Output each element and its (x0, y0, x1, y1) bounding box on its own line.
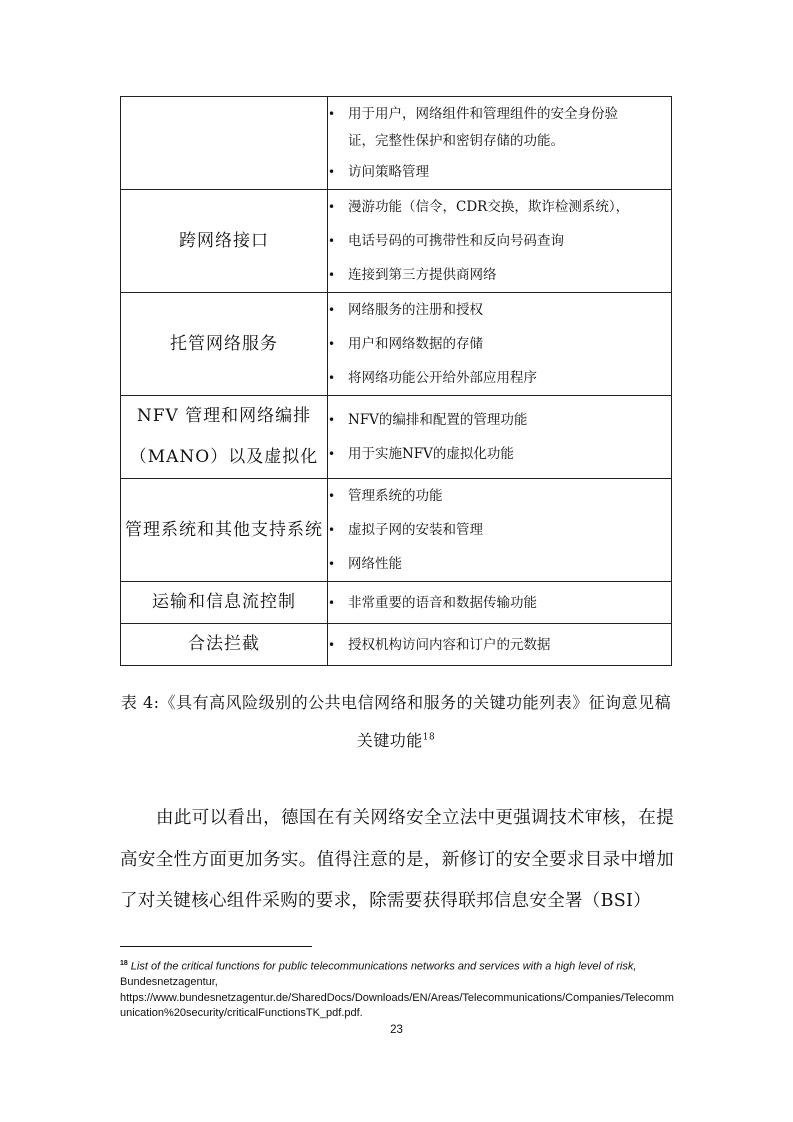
footnote-separator (120, 946, 312, 947)
body-paragraph: 由此可以看出，德国在有关网络安全立法中更强调技术审核，在提高安全性方面更加务实。值得注意的是，新修订的安全要求目录中增加了对关键核心组件采购的要求，除需要获得联邦信息安全署（BSI） (120, 808, 674, 911)
table-row (121, 293, 672, 396)
row-category: NFV 管理和网络编排（MANO）以及虚拟化 (121, 396, 328, 479)
function-list-item: • 虚拟子网的安装和管理 (328, 513, 671, 547)
function-list-item: • 非常重要的语音和数据传输功能 (328, 586, 671, 620)
row-functions (328, 190, 672, 293)
caption-text: 表 4:《具有高风险级别的公共电信网络和服务的关键功能列表》征询意见稿关键功能 (120, 693, 672, 750)
table-row (121, 624, 672, 666)
function-list-item: • NFV的编排和配置的管理功能 (328, 403, 671, 437)
footnote-url[interactable]: https://www.bundesnetzagentur.de/SharedDocs/Downloads/EN/Areas/Telecommunications/Companies/Telecommunication%20security/criticalFunctionsTK_pdf.pdf. (120, 991, 674, 1020)
footnote-publisher: Bundesnetzagentur, (120, 976, 218, 989)
page-number: 23 (390, 1024, 403, 1036)
footnote (120, 956, 680, 1022)
table-row (121, 190, 672, 293)
row-category: 管理系统和其他支持系统 (121, 479, 328, 582)
row-category: 运输和信息流控制 (121, 582, 328, 624)
table-row (121, 582, 672, 624)
row-functions (328, 396, 672, 479)
caption-footnote-ref[interactable]: 18 (422, 732, 436, 743)
table-caption (120, 684, 672, 760)
row-category (121, 97, 328, 190)
function-list-item: • 将网络功能公开给外部应用程序 (328, 361, 671, 395)
critical-functions-table (120, 96, 672, 666)
row-functions (328, 293, 672, 396)
table-row (121, 479, 672, 582)
footnote-number: 18 (120, 960, 128, 967)
row-functions (328, 479, 672, 582)
function-list-item: • 连接到第三方提供商网络 (328, 258, 671, 292)
footnote-title: List of the critical functions for public telecommunications networks and services with a high level of risk, (130, 960, 637, 973)
row-category: 托管网络服务 (121, 293, 328, 396)
function-list-item: • 访问策略管理 (328, 155, 671, 189)
function-list-item: • 网络服务的注册和授权 (328, 293, 671, 327)
function-list-item: • 漫游功能（信令，CDR交换，欺诈检测系统）， (328, 190, 671, 224)
row-functions (328, 97, 672, 190)
function-list-item: • 授权机构访问内容和订户的元数据 (328, 628, 671, 662)
row-category: 跨网络接口 (121, 190, 328, 293)
table-body (121, 97, 672, 666)
function-list-item: • 用于实施NFV的虚拟化功能 (328, 437, 671, 471)
function-list-item: • 管理系统的功能 (328, 479, 671, 513)
row-functions (328, 624, 672, 666)
table-row (121, 97, 672, 190)
row-category: 合法拦截 (121, 624, 328, 666)
row-functions (328, 582, 672, 624)
table-row (121, 396, 672, 479)
function-list-item: • 电话号码的可携带性和反向号码查询 (328, 224, 671, 258)
function-list-item: • 用户和网络数据的存储 (328, 327, 671, 361)
function-list-item: • 网络性能 (328, 547, 671, 581)
function-list-item: • 用于用户，网络组件和管理组件的安全身份验 证，完整性保护和密钥存储的功能。 (328, 97, 671, 155)
